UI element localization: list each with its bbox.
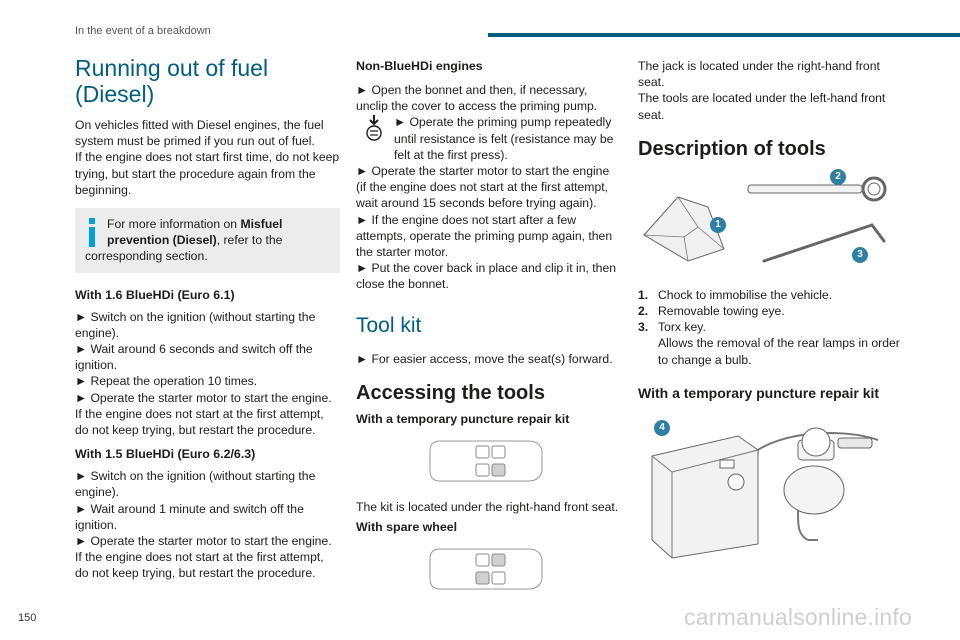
- compressor-illustration: [638, 420, 900, 562]
- list-item: 2. Removable towing eye.: [638, 304, 785, 319]
- step: ► If the engine does not start after a few attempts, operate the priming pump again, then the starter motor.: [356, 212, 613, 260]
- column-3: [638, 58, 900, 562]
- repair-kit-location: The kit is located under the right-hand front seat.: [356, 499, 619, 514]
- list-item: 3. Torx key.: [638, 320, 706, 335]
- badge-4: 4: [654, 420, 670, 436]
- badge-2: 2: [830, 169, 846, 185]
- step: ► Operate the starter motor to start the engine.: [75, 534, 332, 549]
- tools-location: The tools are located under the left-hand front seat.: [638, 91, 886, 122]
- priming-pump-icon: [362, 114, 386, 142]
- step: ► Switch on the ignition (without starting the engine).: [75, 309, 316, 340]
- step: ► For easier access, move the seat(s) forward.: [356, 351, 613, 366]
- step: ► Wait around 6 seconds and switch off the ignition.: [75, 342, 313, 373]
- intro-paragraph: On vehicles fitted with Diesel engines, the fuel system must be primed if you run out of fuel.: [75, 118, 324, 149]
- page-title: Running out of fuel (Diesel): [75, 55, 269, 107]
- car-location-diagram-kit: [428, 437, 544, 485]
- info-note: [75, 208, 340, 273]
- step: ► Put the cover back in place and clip it in, then close the bonnet.: [356, 261, 617, 292]
- step: ► Wait around 1 minute and switch off the ignition.: [75, 501, 304, 532]
- step: If the engine does not start at the first attempt, do not keep trying, but restart the procedure.: [75, 550, 324, 581]
- spare-wheel-heading: With spare wheel: [356, 520, 458, 535]
- accessing-tools-title: Accessing the tools: [356, 381, 545, 404]
- section-heading-euro62: With 1.5 BlueHDi (Euro 6.2/6.3): [75, 447, 256, 462]
- column-2: [356, 58, 622, 593]
- step: ► Open the bonnet and then, if necessary, unclip the cover to access the priming pump.: [356, 83, 598, 114]
- step: ► Operate the priming pump repeatedly until resistance is felt (resistance may be felt at the first press).: [394, 115, 614, 162]
- note-text-bold: Misfuel prevention (Diesel): [107, 217, 283, 248]
- repair-kit-heading: With a temporary puncture repair kit: [356, 411, 570, 426]
- section-heading-non-bluehdi: Non-BlueHDi engines: [356, 59, 483, 73]
- intro-paragraph-2: If the engine does not start first time, do not keep trying, but start the procedure again from the beginning.: [75, 150, 340, 197]
- column-1: [75, 55, 340, 582]
- step: If the engine does not start at the first attempt, do not keep trying, but restart the procedure.: [75, 406, 324, 438]
- tools-illustration: [638, 167, 900, 277]
- tools-list: [638, 287, 900, 368]
- car-location-diagram-spare: [428, 545, 544, 593]
- jack-location: The jack is located under the right-hand front seat.: [638, 59, 880, 90]
- repair-kit-title: With a temporary puncture repair kit: [638, 384, 880, 401]
- watermark: carmanualsonline.info: [684, 604, 912, 630]
- step: ► Switch on the ignition (without starting the engine).: [75, 469, 316, 500]
- step: ► Operate the starter motor to start the engine.: [75, 390, 332, 405]
- description-title: Description of tools: [638, 137, 826, 160]
- note-text-post: , refer to the corresponding section.: [85, 233, 283, 264]
- step: ► Repeat the operation 10 times.: [75, 374, 258, 389]
- badge-3: 3: [852, 247, 868, 263]
- badge-1: 1: [710, 217, 726, 233]
- note-text-pre: For more information on: [107, 217, 241, 232]
- step: ► Operate the starter motor to start the engine (if the engine does not start at the first attempt, wait around 15 seconds before trying again).: [356, 164, 610, 211]
- priming-step: [356, 114, 622, 163]
- page-number: 150: [18, 612, 37, 624]
- list-item-detail: Allows the removal of the rear lamps in order to change a bulb.: [658, 336, 900, 367]
- section-heading-euro61: With 1.6 BlueHDi (Euro 6.1): [75, 287, 235, 302]
- header-accent-bar: [488, 33, 960, 37]
- list-item: 1. Chock to immobilise the vehicle.: [638, 287, 833, 302]
- info-icon: [85, 218, 101, 248]
- running-header: In the event of a breakdown: [75, 25, 211, 37]
- toolkit-title: Tool kit: [356, 313, 422, 337]
